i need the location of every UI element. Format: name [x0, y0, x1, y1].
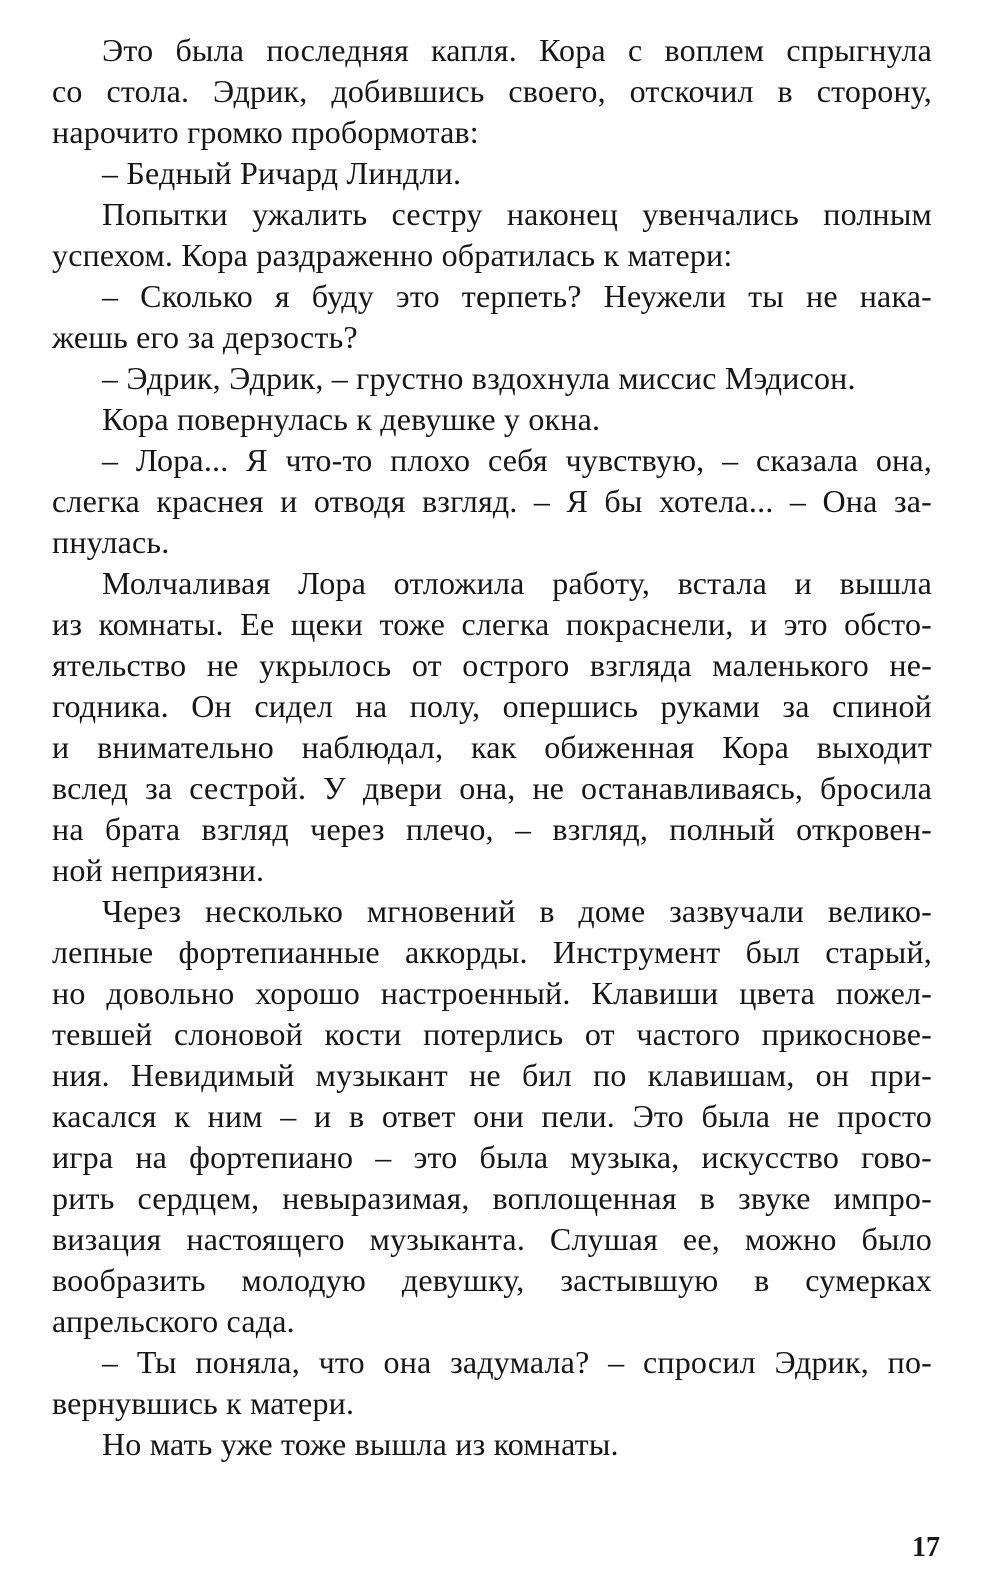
- text-line: ния. Невидимый музыкант не бил по клавишам, он при-: [52, 1057, 932, 1093]
- text-line: – Бедный Ричард Линдли.: [102, 155, 462, 191]
- text-line: касался к ним – и в ответ они пели. Это была не просто: [52, 1098, 932, 1134]
- text-line: Попытки ужалить сестру наконец увенчались полным: [102, 196, 932, 232]
- text-line: вообразить молодую девушку, застывшую в сумерках: [52, 1262, 932, 1298]
- text-line: но довольно хорошо настроенный. Клавиши цвета пожел-: [52, 975, 932, 1011]
- text-line: на брата взгляд через плечо, – взгляд, полный откровен-: [52, 811, 932, 847]
- text-line: жешь его за дерзость?: [52, 319, 358, 355]
- text-line: Кора повернулась к девушке у окна.: [102, 401, 601, 437]
- text-line: вслед за сестрой. У двери она, не останавливаясь, бросила: [52, 770, 932, 806]
- text-line: годника. Он сидел на полу, опершись руками за спиной: [52, 688, 932, 724]
- text-line: Через несколько мгновений в доме зазвучали велико-: [102, 893, 932, 929]
- text-line: Молчаливая Лора отложила работу, встала и вышла: [102, 565, 932, 601]
- text-line: лепные фортепианные аккорды. Инструмент был старый,: [52, 934, 932, 970]
- text-line: со стола. Эдрик, добившись своего, отскочил в сторону,: [52, 73, 932, 109]
- text-line: – Эдрик, Эдрик, – грустно вздохнула миссис Мэдисон.: [102, 360, 856, 396]
- text-line: апрельского сада.: [52, 1303, 295, 1339]
- text-line: нарочито громко пробормотав:: [52, 114, 479, 150]
- text-line: тевшей слоновой кости потерлись от частого прикоснове-: [52, 1016, 932, 1052]
- text-line: – Лора... Я что-то плохо себя чувствую, – сказала она,: [102, 442, 932, 478]
- text-line: ятельство не укрылось от острого взгляда маленького не-: [52, 647, 932, 683]
- text-line: ной неприязни.: [52, 852, 265, 888]
- book-page-text: [52, 30, 932, 1465]
- text-line: – Ты поняла, что она задумала? – спросил Эдрик, по-: [102, 1344, 932, 1380]
- text-line: и внимательно наблюдал, как обиженная Кора выходит: [52, 729, 932, 765]
- text-line: слегка краснея и отводя взгляд. – Я бы хотела... – Она за-: [52, 483, 932, 519]
- text-line: из комнаты. Ее щеки тоже слегка покраснели, и это обсто-: [52, 606, 932, 642]
- text-line: – Сколько я буду это терпеть? Неужели ты не нака-: [102, 278, 932, 314]
- text-line: успехом. Кора раздраженно обратилась к матери:: [52, 237, 733, 273]
- text-line: вернувшись к матери.: [52, 1385, 355, 1421]
- text-line: пнулась.: [52, 524, 170, 560]
- text-line: Но мать уже тоже вышла из комнаты.: [102, 1426, 619, 1462]
- page-number: 17: [912, 1532, 940, 1563]
- text-line: игра на фортепиано – это была музыка, искусство гово-: [52, 1139, 932, 1175]
- text-line: визация настоящего музыканта. Слушая ее, можно было: [52, 1221, 932, 1257]
- text-line: рить сердцем, невыразимая, воплощенная в звуке импро-: [52, 1180, 932, 1216]
- text-line: Это была последняя капля. Кора с воплем спрыгнула: [102, 32, 932, 68]
